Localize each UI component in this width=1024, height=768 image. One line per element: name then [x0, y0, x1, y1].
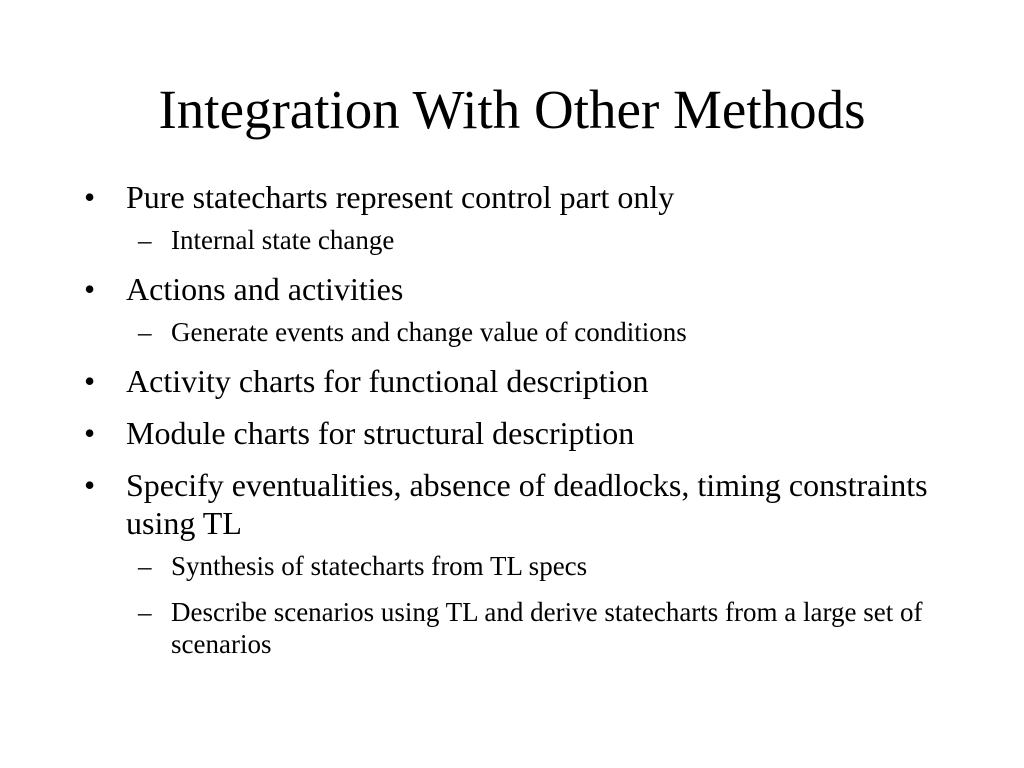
bullet-item	[84, 178, 964, 256]
bullet-marker: •	[84, 467, 96, 503]
slide-title: Integration With Other Methods	[158, 79, 866, 140]
bullet-marker: •	[84, 271, 96, 307]
sub-bullet-marker: –	[138, 551, 152, 581]
sub-bullet-text: Synthesis of statecharts from TL specs	[171, 551, 588, 581]
sub-bullet-marker: –	[138, 597, 152, 627]
bullet-item	[84, 270, 964, 348]
bullet-item	[84, 414, 964, 452]
sub-bullet-item	[126, 316, 964, 348]
sub-bullet-item	[126, 596, 964, 660]
sub-bullet-text: Describe scenarios using TL and derive statecharts from a large set of scenarios	[171, 597, 923, 659]
sub-bullet-marker: –	[138, 225, 152, 255]
bullet-text: Activity charts for functional description	[126, 363, 649, 399]
sub-bullet-marker: –	[138, 317, 152, 347]
sub-bullet-list	[126, 224, 964, 256]
bullet-marker: •	[84, 363, 96, 399]
bullet-text: Module charts for structural description	[126, 415, 635, 451]
bullet-marker: •	[84, 415, 96, 451]
sub-bullet-item	[126, 224, 964, 256]
sub-bullet-list	[126, 316, 964, 348]
bullet-text: Actions and activities	[126, 271, 404, 307]
sub-bullet-list	[126, 550, 964, 660]
sub-bullet-text: Generate events and change value of conditions	[171, 317, 687, 347]
bullet-marker: •	[84, 179, 96, 215]
bullet-item	[84, 362, 964, 400]
sub-bullet-item	[126, 550, 964, 582]
bullet-text: Specify eventualities, absence of deadlocks, timing constraints using TL	[126, 467, 928, 541]
bullet-list	[84, 178, 964, 660]
bullet-text: Pure statecharts represent control part only	[126, 179, 675, 215]
sub-bullet-text: Internal state change	[171, 225, 395, 255]
bullet-item	[84, 466, 964, 660]
